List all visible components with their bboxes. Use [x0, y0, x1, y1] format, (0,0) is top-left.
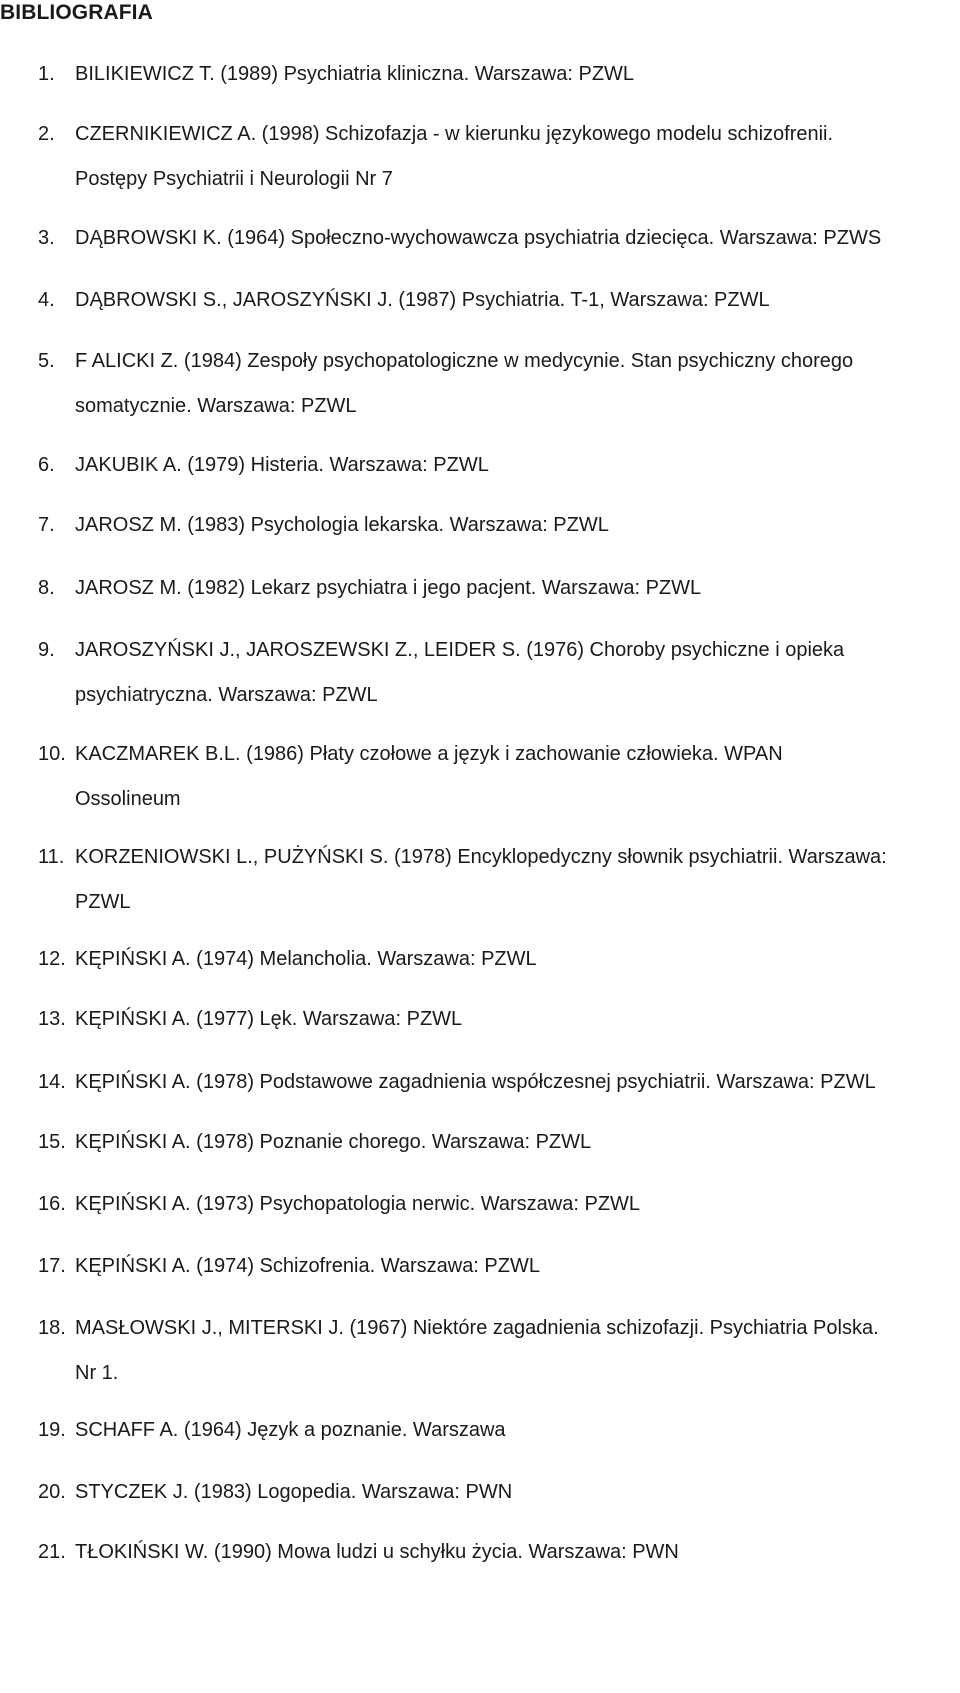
- entry-text: [75, 1060, 950, 1105]
- entry-text: [75, 997, 950, 1042]
- entry-number: 3.: [38, 227, 55, 249]
- entry-text: [75, 937, 950, 982]
- bibliography-heading: BIBLIOGRAFIA: [0, 1, 153, 24]
- bibliography-entry: [38, 216, 950, 261]
- bibliography-entry: [38, 1306, 950, 1396]
- entry-line: KĘPIŃSKI A. (1978) Podstawowe zagadnienia współczesnej psychiatrii. Warszawa: PZWL: [75, 1071, 876, 1093]
- bibliography-entry: [38, 339, 950, 429]
- entry-text: [75, 112, 950, 202]
- entry-text: [75, 52, 950, 97]
- bibliography-entry: [38, 1530, 950, 1575]
- entry-line: KACZMAREK B.L. (1986) Płaty czołowe a język i zachowanie człowieka. WPAN: [75, 743, 783, 765]
- entry-number: 11.: [38, 846, 65, 868]
- entry-line: psychiatryczna. Warszawa: PZWL: [75, 684, 378, 706]
- entry-line: SCHAFF A. (1964) Język a poznanie. Warszawa: [75, 1419, 506, 1441]
- entry-number: 13.: [38, 1008, 66, 1030]
- bibliography-entry: [38, 52, 950, 97]
- entry-line: STYCZEK J. (1983) Logopedia. Warszawa: PWN: [75, 1481, 513, 1503]
- entry-line: JAROSZ M. (1982) Lekarz psychiatra i jego pacjent. Warszawa: PZWL: [75, 577, 702, 599]
- entry-text: [75, 1470, 950, 1515]
- entry-line: DĄBROWSKI S., JAROSZYŃSKI J. (1987) Psychiatria. T-1, Warszawa: PZWL: [75, 289, 770, 311]
- bibliography-entry: [38, 1120, 950, 1165]
- entry-text: [75, 1244, 950, 1289]
- entry-line: TŁOKIŃSKI W. (1990) Mowa ludzi u schyłku życia. Warszawa: PWN: [75, 1541, 679, 1563]
- entry-number: 9.: [38, 639, 55, 661]
- entry-number: 2.: [38, 123, 55, 145]
- entry-text: [75, 339, 950, 429]
- bibliography-entry: [38, 1408, 950, 1453]
- entry-number: 17.: [38, 1255, 66, 1277]
- entry-line: JAROSZYŃSKI J., JAROSZEWSKI Z., LEIDER S. (1976) Choroby psychiczne i opieka: [75, 639, 845, 661]
- entry-line: Postępy Psychiatrii i Neurologii Nr 7: [75, 168, 393, 190]
- entry-number: 4.: [38, 289, 55, 311]
- entry-number: 1.: [38, 63, 55, 85]
- entry-text: [75, 732, 950, 822]
- entry-line: Ossolineum: [75, 788, 181, 810]
- entry-text: [75, 1120, 950, 1165]
- bibliography-entry: [38, 1060, 950, 1105]
- bibliography-entry: [38, 1182, 950, 1227]
- entry-line: MASŁOWSKI J., MITERSKI J. (1967) Niektóre zagadnienia schizofazji. Psychiatria Polska.: [75, 1317, 879, 1339]
- entry-line: JAROSZ M. (1983) Psychologia lekarska. Warszawa: PZWL: [75, 514, 609, 536]
- entry-text: [75, 278, 950, 323]
- entry-line: JAKUBIK A. (1979) Histeria. Warszawa: PZWL: [75, 454, 489, 476]
- entry-number: 5.: [38, 350, 55, 372]
- bibliography-entry: [38, 1470, 950, 1515]
- entry-text: [75, 566, 950, 611]
- entry-text: [75, 503, 950, 548]
- bibliography-entry: [38, 503, 950, 548]
- entry-line: KĘPIŃSKI A. (1974) Schizofrenia. Warszawa: PZWL: [75, 1255, 540, 1277]
- entry-number: 6.: [38, 454, 55, 476]
- entry-number: 19.: [38, 1419, 66, 1441]
- bibliography-entry: [38, 835, 950, 925]
- bibliography-entry: [38, 443, 950, 488]
- entry-line: KĘPIŃSKI A. (1974) Melancholia. Warszawa: PZWL: [75, 948, 537, 970]
- entry-line: BILIKIEWICZ T. (1989) Psychiatria kliniczna. Warszawa: PZWL: [75, 63, 635, 85]
- bibliography-entry: [38, 278, 950, 323]
- entry-number: 18.: [38, 1317, 66, 1339]
- entry-line: KĘPIŃSKI A. (1973) Psychopatologia nerwic. Warszawa: PZWL: [75, 1193, 641, 1215]
- entry-line: Nr 1.: [75, 1362, 119, 1384]
- entry-text: [75, 443, 950, 488]
- entry-line: KORZENIOWSKI L., PUŻYŃSKI S. (1978) Encyklopedyczny słownik psychiatrii. Warszawa:: [75, 846, 887, 868]
- bibliography-entry: [38, 628, 950, 718]
- entry-text: [75, 628, 950, 718]
- entry-text: [75, 1306, 950, 1396]
- entry-line: DĄBROWSKI K. (1964) Społeczno-wychowawcza psychiatria dziecięca. Warszawa: PZWS: [75, 227, 882, 249]
- entry-text: [75, 1408, 950, 1453]
- bibliography-entry: [38, 112, 950, 202]
- bibliography-entry: [38, 732, 950, 822]
- entry-line: KĘPIŃSKI A. (1977) Lęk. Warszawa: PZWL: [75, 1008, 463, 1030]
- entry-text: [75, 1530, 950, 1575]
- entry-number: 12.: [38, 948, 66, 970]
- entry-number: 10.: [38, 743, 66, 765]
- bibliography-entry: [38, 937, 950, 982]
- entry-number: 8.: [38, 577, 55, 599]
- entry-line: KĘPIŃSKI A. (1978) Poznanie chorego. Warszawa: PZWL: [75, 1131, 592, 1153]
- bibliography-entry: [38, 566, 950, 611]
- entry-number: 16.: [38, 1193, 66, 1215]
- entry-number: 14.: [38, 1071, 66, 1093]
- entry-number: 20.: [38, 1481, 66, 1503]
- entry-number: 7.: [38, 514, 55, 536]
- entry-line: F ALICKI Z. (1984) Zespoły psychopatologiczne w medycynie. Stan psychiczny chorego: [75, 350, 854, 372]
- entry-line: CZERNIKIEWICZ A. (1998) Schizofazja - w kierunku językowego modelu schizofrenii.: [75, 123, 834, 145]
- entry-text: [75, 216, 950, 261]
- entry-line: PZWL: [75, 891, 131, 913]
- entry-number: 21.: [38, 1541, 66, 1563]
- entry-line: somatycznie. Warszawa: PZWL: [75, 395, 357, 417]
- bibliography-entry: [38, 1244, 950, 1289]
- bibliography-entry: [38, 997, 950, 1042]
- entry-text: [75, 1182, 950, 1227]
- entry-number: 15.: [38, 1131, 66, 1153]
- entry-text: [75, 835, 950, 925]
